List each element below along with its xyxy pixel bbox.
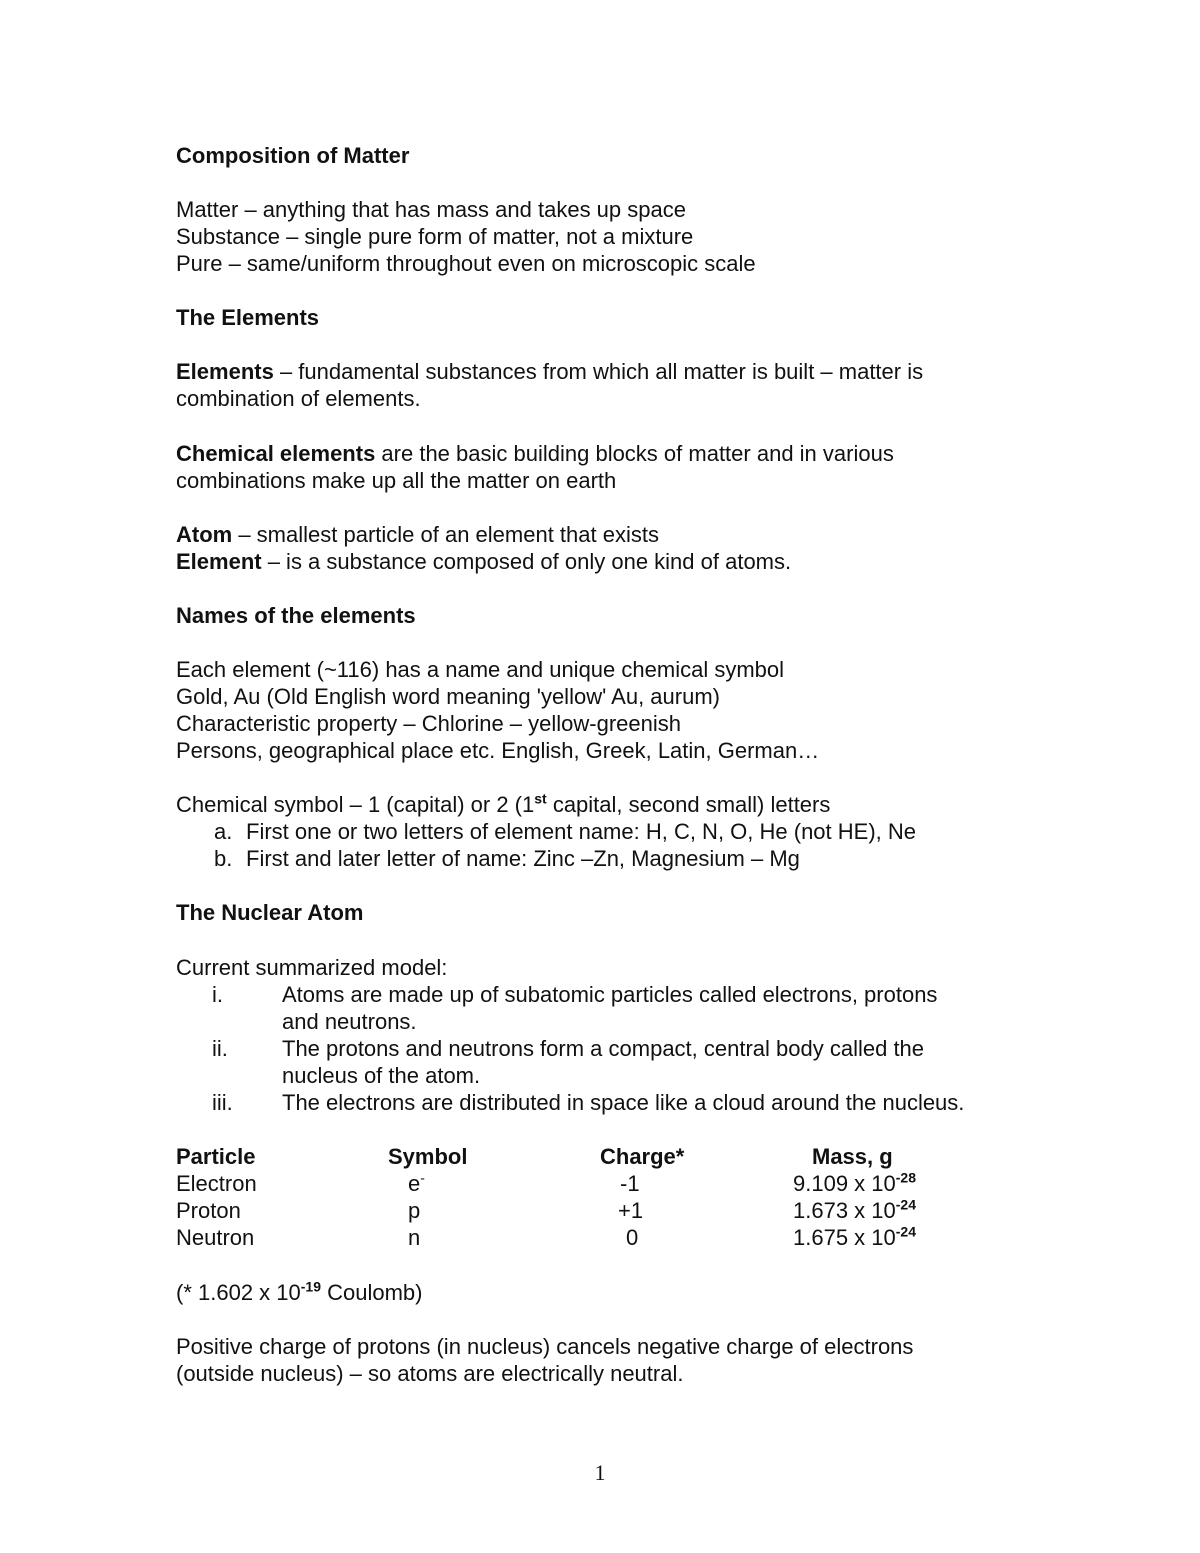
table-cell-mass (793, 1197, 916, 1224)
definition-pure: Pure – same/uniform throughout even on microscopic scale (176, 251, 756, 276)
footnote-text-b: Coulomb) (320, 1280, 423, 1305)
table-cell-particle: Electron (176, 1171, 257, 1196)
element-def-text: – is a substance composed of only one kind of atoms. (261, 549, 792, 574)
symbol-line-text-a: Chemical symbol – 1 (capital) or 2 (1 (176, 792, 535, 817)
table-cell-mass (793, 1224, 916, 1251)
symbol-superscript: - (420, 1169, 425, 1186)
definition-elements-line1 (176, 358, 923, 385)
definition-elements-line2: combination of elements. (176, 386, 421, 411)
mass-text: 1.673 x 10 (793, 1198, 896, 1223)
term-atom: Atom (176, 522, 233, 547)
names-line-2: Gold, Au (Old English word meaning 'yellow' Au, aurum) (176, 684, 720, 709)
symbol-line-superscript: st (534, 790, 547, 807)
closing-line-2: (outside nucleus) – so atoms are electrically neutral. (176, 1361, 684, 1386)
table-header-symbol: Symbol (388, 1144, 468, 1169)
definition-matter: Matter – anything that has mass and takes up space (176, 197, 686, 222)
names-line-3: Characteristic property – Chlorine – yellow-greenish (176, 711, 682, 736)
list-item-b: First and later letter of name: Zinc –Zn, Magnesium – Mg (246, 846, 800, 871)
roman-marker-ii: ii. (212, 1036, 228, 1061)
names-line-4: Persons, geographical place etc. English, Greek, Latin, German… (176, 738, 820, 763)
chemical-symbol-line (176, 791, 830, 818)
model-item-ii-line2: nucleus of the atom. (282, 1063, 481, 1088)
definition-substance: Substance – single pure form of matter, not a mixture (176, 224, 694, 249)
definition-chemical-elements-line2: combinations make up all the matter on earth (176, 468, 617, 493)
model-item-iii-line1: The electrons are distributed in space like a cloud around the nucleus. (282, 1090, 965, 1115)
elements-def-text: – fundamental substances from which all matter is built – matter is (273, 359, 924, 384)
footnote-exponent: -19 (300, 1278, 321, 1295)
table-header-charge: Charge* (600, 1144, 685, 1169)
definition-element (176, 548, 791, 575)
definition-chemical-elements-line1 (176, 440, 894, 467)
roman-marker-iii: iii. (212, 1090, 233, 1115)
symbol-line-text-b: capital, second small) letters (546, 792, 831, 817)
term-elements: Elements (176, 359, 274, 384)
symbol-text: p (408, 1198, 421, 1223)
table-cell-symbol (408, 1197, 420, 1224)
table-cell-mass (793, 1170, 916, 1197)
list-marker-a: a. (214, 819, 233, 844)
names-line-1: Each element (~116) has a name and unique chemical symbol (176, 657, 784, 682)
atom-def-text: – smallest particle of an element that exists (232, 522, 659, 547)
heading-nuclear-atom: The Nuclear Atom (176, 900, 364, 925)
roman-marker-i: i. (212, 982, 223, 1007)
model-item-i-line1: Atoms are made up of subatomic particles called electrons, protons (282, 982, 938, 1007)
model-item-ii-line1: The protons and neutrons form a compact, central body called the (282, 1036, 925, 1061)
mass-exponent: -24 (895, 1223, 916, 1240)
table-cell-symbol (408, 1170, 425, 1197)
table-cell-symbol (408, 1224, 420, 1251)
list-item-a: First one or two letters of element name: H, C, N, O, He (not HE), Ne (246, 819, 917, 844)
list-marker-b: b. (214, 846, 233, 871)
definition-atom (176, 521, 659, 548)
chemical-elements-def-text: are the basic building blocks of matter and in various (375, 441, 894, 466)
page-number: 1 (594, 1460, 606, 1485)
footnote-text-a: (* 1.602 x 10 (176, 1280, 301, 1305)
table-cell-charge: 0 (626, 1225, 639, 1250)
closing-line-1: Positive charge of protons (in nucleus) cancels negative charge of electrons (176, 1334, 914, 1359)
table-cell-particle: Proton (176, 1198, 241, 1223)
table-cell-charge: -1 (620, 1171, 640, 1196)
table-cell-charge: +1 (618, 1198, 644, 1223)
mass-text: 9.109 x 10 (793, 1171, 896, 1196)
mass-text: 1.675 x 10 (793, 1225, 896, 1250)
table-header-mass: Mass, g (812, 1144, 893, 1169)
table-header-particle: Particle (176, 1144, 256, 1169)
symbol-text: n (408, 1225, 421, 1250)
mass-exponent: -24 (895, 1196, 916, 1213)
model-item-i-line2: and neutrons. (282, 1009, 417, 1034)
term-element: Element (176, 549, 262, 574)
charge-footnote (176, 1279, 422, 1306)
symbol-text: e (408, 1171, 421, 1196)
table-cell-particle: Neutron (176, 1225, 255, 1250)
mass-exponent: -28 (895, 1169, 916, 1186)
heading-names-of-elements: Names of the elements (176, 603, 416, 628)
term-chemical-elements: Chemical elements (176, 441, 376, 466)
heading-the-elements: The Elements (176, 305, 320, 330)
model-intro: Current summarized model: (176, 955, 448, 980)
heading-composition-of-matter: Composition of Matter (176, 143, 410, 168)
